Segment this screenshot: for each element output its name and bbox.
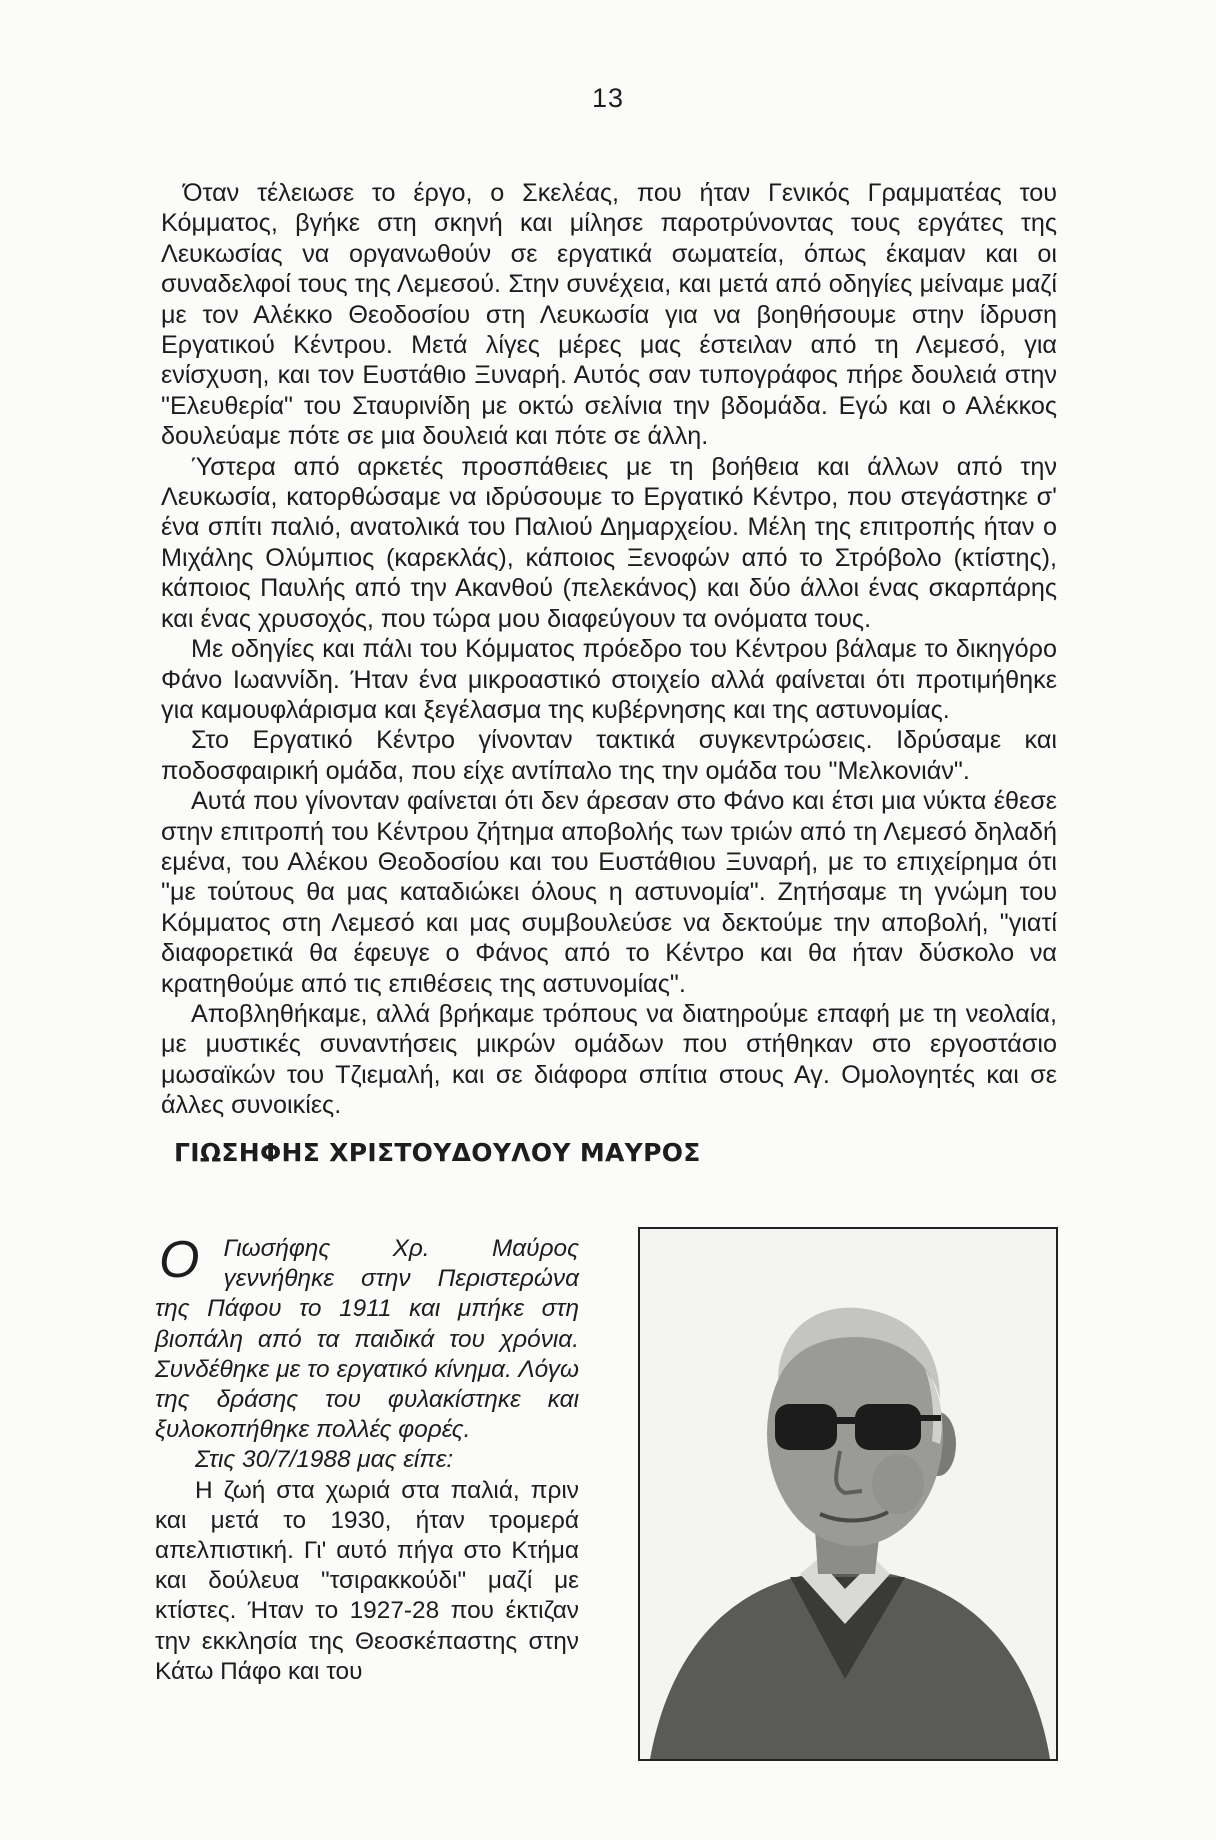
paragraph: Ύστερα από αρκετές προσπάθειες με τη βοήθεια και άλλων από την Λευκωσία, κατορθώσαμε να ιδρύσουμε το Εργατικό Κέντρο, που στεγάστηκε σ' ένα σπίτι παλιό, ανατολικά του Παλιού Δημαρχείου. Μέλη της επιτροπής ήταν ο Μιχάλης Ολύμπιος (καρεκλάς), κάποιος Ξενοφών από το Στρόβολο (κτίστης), κάποιος Παυλής από την Ακανθού (πελεκάνος) και δύο άλλοι ένας σκαρπάρης και ένας χρυσοχός, που τώρα μου διαφεύγουν τα ονόματα τους. <box>161 452 1057 633</box>
page-number: 13 <box>591 83 625 113</box>
portrait-illustration <box>640 1229 1056 1759</box>
interview-quote: Η ζωή στα χωριά στα παλιά, πριν και μετά το 1930, ήταν τρομερά απελπιστική. Γι' αυτό πήγα στο Κτήμα και δούλευα "τσιρακκούδι" μαζί με κτίστες. Ήταν το 1927-28 που έκτιζαν την εκκλησία της Θεοσκέπαστης στην Κάτω Πάφο και του <box>155 1476 579 1685</box>
interview-date-line: Στις 30/7/1988 μας είπε: <box>195 1446 454 1474</box>
paragraph: Με οδηγίες και πάλι του Κόμματος πρόεδρο του Κέντρου βάλαμε το δικηγόρο Φάνο Ιωαννίδη. Ήταν ένα μικροαστικό στοιχείο αλλά φαίνεται ότι προτιμήθηκε για καμουφλάρισμα και ξεγέλασμα της κυβέρνησης και της αστυνομίας. <box>161 635 1057 724</box>
bio-intro-text: Γιωσήφης Χρ. Μαύρος γεννήθηκε στην Περιστερώνα της Πάφου το 1911 και μπήκε στη βιοπάλη από τα παιδικά του χρόνια. Συνδέθηκε με το εργατικό κίνημα. Λόγω της δράσης του φυλακίστηκε και ξυλοκοπήθηκε πολλές φορές. <box>155 1235 579 1444</box>
paragraph: Όταν τέλειωσε το έργο, ο Σκελέας, που ήταν Γενικός Γραμματέας του Κόμματος, βγήκε στη σκηνή και μίλησε παροτρύνοντας τους εργάτες της Λευκωσίας να οργανωθούν σε εργατικά σωματεία, όπως έκαμαν και οι συναδελφοί τους της Λεμεσού. Στην συνέχεια, και μετά από οδηγίες μείναμε μαζί με τον Αλέκκο Θεοδοσίου στη Λευκωσία για να βοηθήσουμε στην ίδρυση Εργατικού Κέντρου. Μετά λίγες μέρες μας έστειλαν από τη Λεμεσό, για ενίσχυση, και τον Ευστάθιο Ξυναρή. Αυτός σαν τυπογράφος πήρε δουλειά στην "Ελευθερία" του Σταυρινίδη με οκτώ σελίνια την βδομάδα. Εγώ και ο Αλέκκος δουλεύαμε πότε σε μια δουλειά και πότε σε άλλη. <box>161 179 1057 451</box>
paragraph: Αποβληθήκαμε, αλλά βρήκαμε τρόπους να διατηρούμε επαφή με τη νεολαία, με μυστικές συναντήσεις μικρών ομάδων που στήθηκαν στο εργοστάσιο μωσαϊκών του Τζιεμαλή, και σε διάφορα σπίτια στους Αγ. Ομολογητές και σε άλλες συνοικίες. <box>161 999 1057 1120</box>
bio-column <box>155 1231 579 1687</box>
section-heading: ΓΙΩΣΗΦΗΣ ΧΡΙΣΤΟΥΔΟΥΛΟΥ ΜΑΥΡΟΣ <box>174 1138 701 1167</box>
drop-cap: Ο <box>159 1231 200 1289</box>
portrait-photo <box>638 1227 1058 1761</box>
bio-intro <box>155 1231 579 1445</box>
paragraph: Αυτά που γίνονταν φαίνεται ότι δεν άρεσαν στο Φάνο και έτσι μια νύκτα έθεσε στην επιτροπή του Κέντρου ζήτημα αποβολής των τριών από τη Λεμεσό δηλαδή εμένα, του Αλέκου Θεοδοσίου και του Ευστάθιου Ξυναρή, με το επιχείρημα ότι "με τούτους θα μας καταδιώκει όλους η αστυνομία". Ζητήσαμε τη γνώμη του Κόμματος στη Λεμεσό και μας συμβουλεύσε να δεκτούμε την αποβολή, "γιατί διαφορετικά θα έφευγε ο Φάνος από το Κέντρο και θα ήταν δύσκολο να κρατηθούμε από τις επιθέσεις της αστυνομίας". <box>161 787 1057 998</box>
paragraph: Στο Εργατικό Κέντρο γίνονταν τακτικά συγκεντρώσεις. Ιδρύσαμε και ποδοσφαιρική ομάδα, που είχε αντίπαλο της την ομάδα του "Μελκονιάν". <box>161 726 1057 785</box>
article-body <box>161 178 1057 1121</box>
